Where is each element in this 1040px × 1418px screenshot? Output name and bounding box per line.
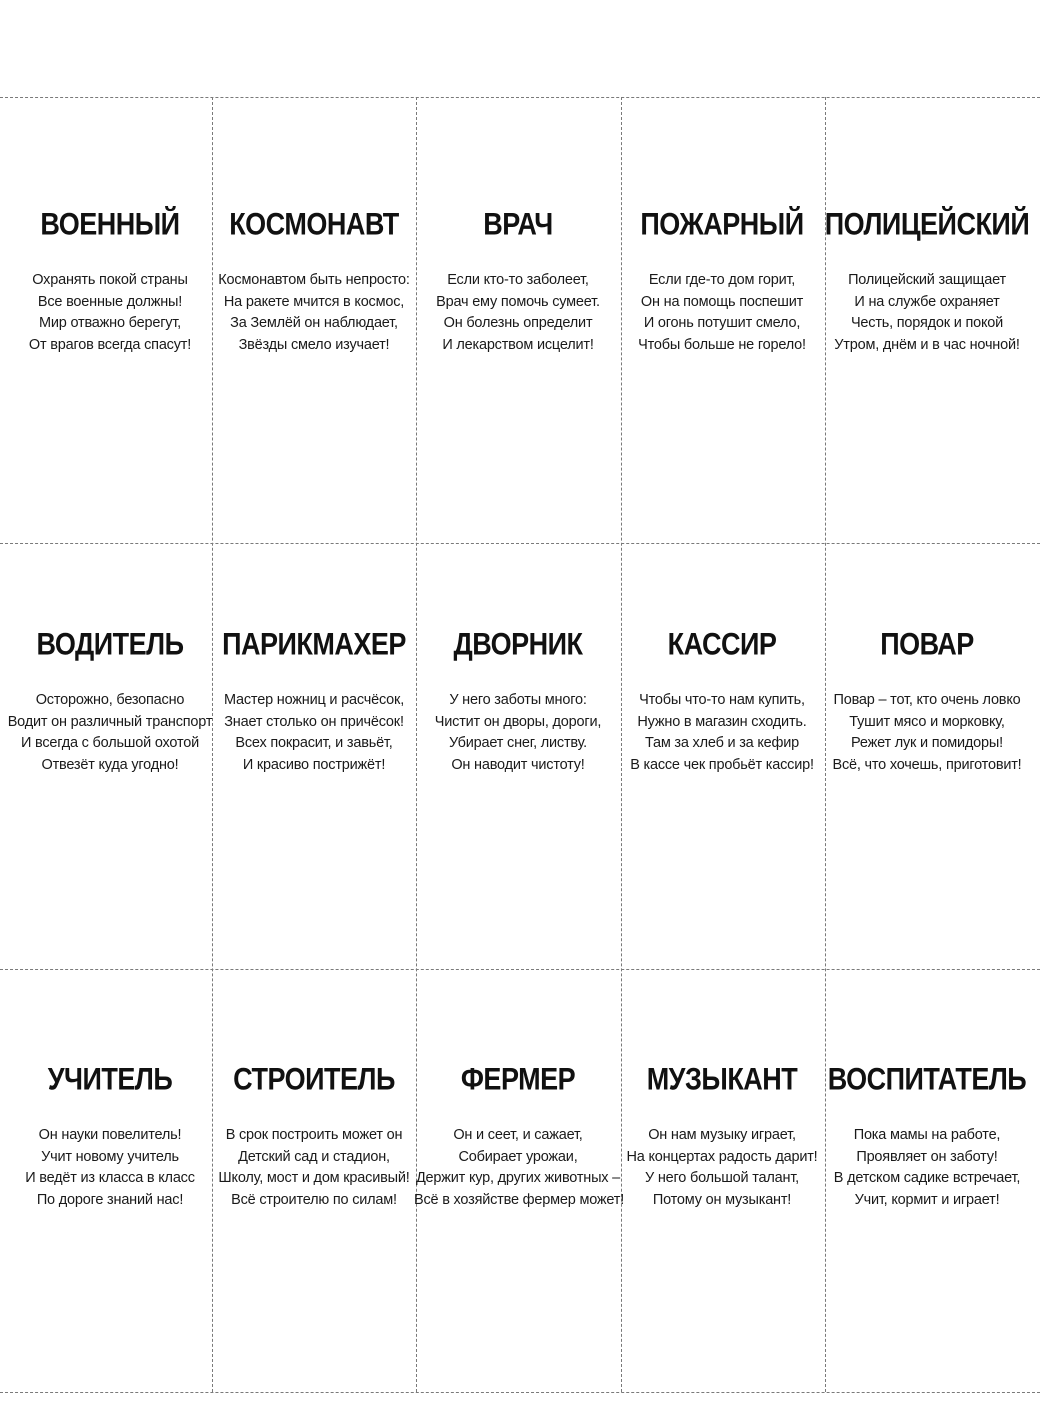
verse-line: Он наводит чистоту! [451,757,585,774]
verse-line: В кассе чек пробьёт кассир! [630,757,814,774]
verse-line: Он науки повелитель! [38,1127,182,1143]
verse-line: Детский сад и стадион, [238,1148,390,1165]
card-title: ПОЛИЦЕЙСКИЙ [824,206,1030,242]
verse-line: И огонь потушит смело, [643,315,801,332]
card-verse [210,690,418,777]
verse-line: Мастер ножниц и расчёсок, [223,692,405,708]
card-verse [210,270,418,357]
verse-line: Всё в хозяйстве фермер может! [414,1192,625,1209]
card-verse [823,690,1031,777]
card-verse [414,270,622,357]
profession-card [823,952,1031,1372]
card-title: ВОЕННЫЙ [40,206,180,242]
profession-card [6,97,214,517]
verse-line: И лекарством исцелит! [442,337,594,354]
verse-line: Потому он музыкант! [652,1192,792,1209]
verse-line: Убирает снег, листву. [448,735,588,752]
verse-line: Он и сеет, и сажает, [453,1127,583,1143]
card-verse [823,1125,1031,1212]
verse-line: Охранять покой страны [32,272,188,288]
profession-card [6,517,214,937]
profession-card [210,97,418,517]
profession-card [210,517,418,937]
verse-line: Чтобы больше не горело! [638,337,806,354]
verse-line: Всё строителю по силам! [231,1192,397,1209]
verse-line: Все военные должны! [37,293,183,310]
verse-line: Проявляет он заботу! [856,1148,998,1165]
profession-card [823,517,1031,937]
profession-card [618,97,826,517]
verse-line: Водит он различный транспорт [7,713,213,730]
verse-line: Если где-то дом горит, [648,272,796,288]
verse-line: В срок построить может он [225,1127,403,1143]
verse-line: Космонавтом быть непросто: [218,272,410,288]
verse-line: Пока мамы на работе, [853,1127,1001,1143]
verse-line: Чтобы что-то нам купить, [639,692,805,708]
profession-card [6,952,214,1372]
card-title: ВОДИТЕЛЬ [36,626,184,662]
card-title: ВОСПИТАТЕЛЬ [827,1061,1027,1097]
verse-line: Он болезнь определит [443,315,593,332]
card-title: ПОЖАРНЫЙ [640,206,804,242]
verse-line: И красиво пострижёт! [242,757,386,774]
card-verse [414,690,622,777]
verse-line: Школу, мост и дом красивый! [218,1170,410,1187]
verse-line: Всех покрасит, и завьёт, [235,735,393,752]
verse-line: Звёзды смело изучает! [238,337,390,354]
verse-line: Там за хлеб и за кефир [644,735,800,752]
card-title: КОСМОНАВТ [229,206,399,242]
verse-line: В детском садике встречает, [833,1170,1021,1187]
card-title: ПАРИКМАХЕР [222,626,406,662]
cut-line-horizontal [0,1392,1040,1393]
card-verse [618,270,826,357]
verse-line: По дороге знаний нас! [36,1192,184,1209]
card-title: СТРОИТЕЛЬ [233,1061,395,1097]
verse-line: Он на помощь поспешит [640,293,804,310]
card-title: МУЗЫКАНТ [646,1061,798,1097]
verse-line: За Землёй он наблюдает, [230,315,398,332]
profession-card [618,517,826,937]
verse-line: Всё, что хочешь, приготовит! [832,757,1022,774]
verse-line: Держит кур, других животных – [415,1170,621,1187]
verse-line: Врач ему помочь сумеет. [436,293,600,310]
profession-card [414,517,622,937]
card-verse [823,270,1031,357]
profession-card [414,952,625,1372]
card-verse [618,690,826,777]
verse-line: И на службе охраняет [854,293,1000,310]
profession-card [210,952,418,1372]
verse-line: Режет лук и помидоры! [851,735,1003,752]
profession-card [823,97,1031,517]
verse-line: Полицейский защищает [848,272,1006,288]
card-title: ФЕРМЕР [460,1061,576,1097]
card-verse [6,270,214,357]
verse-line: У него заботы много: [449,692,587,708]
verse-line: На ракете мчится в космос, [223,293,405,310]
verse-line: Собирает урожаи, [458,1148,578,1165]
verse-line: Повар – тот, кто очень ловко [833,692,1021,708]
verse-line: Знает столько он причёсок! [224,713,404,730]
verse-line: От врагов всегда спасут! [28,337,192,354]
verse-line: Отвезёт куда угодно! [41,757,179,774]
verse-line: На концертах радость дарит! [626,1148,818,1165]
verse-line: Учит, кормит и играет! [854,1192,1000,1209]
verse-line: Нужно в магазин сходить. [637,713,807,730]
card-verse [414,1125,625,1212]
verse-line: Чистит он дворы, дороги, [434,713,602,730]
verse-line: Учит новому учитель [41,1148,179,1165]
card-title: УЧИТЕЛЬ [47,1061,173,1097]
verse-line: Он нам музыку играет, [648,1127,796,1143]
verse-line: И ведёт из класса в класс [25,1170,195,1187]
card-title: КАССИР [667,626,777,662]
card-verse [210,1125,418,1212]
verse-line: У него большой талант, [644,1170,799,1187]
card-verse [618,1125,826,1212]
verse-line: Осторожно, безопасно [35,692,185,708]
verse-line: Мир отважно берегут, [39,315,181,332]
card-title: ПОВАР [880,626,974,662]
card-title: ДВОРНИК [453,626,583,662]
profession-card [414,97,622,517]
card-verse [6,1125,214,1212]
verse-line: И всегда с большой охотой [20,735,200,752]
verse-line: Тушит мясо и морковку, [849,713,1005,730]
profession-card [618,952,826,1372]
verse-line: Если кто-то заболеет, [447,272,589,288]
verse-line: Честь, порядок и покой [850,315,1004,332]
card-verse [6,690,214,777]
card-title: ВРАЧ [483,206,553,242]
verse-line: Утром, днём и в час ночной! [834,337,1020,354]
